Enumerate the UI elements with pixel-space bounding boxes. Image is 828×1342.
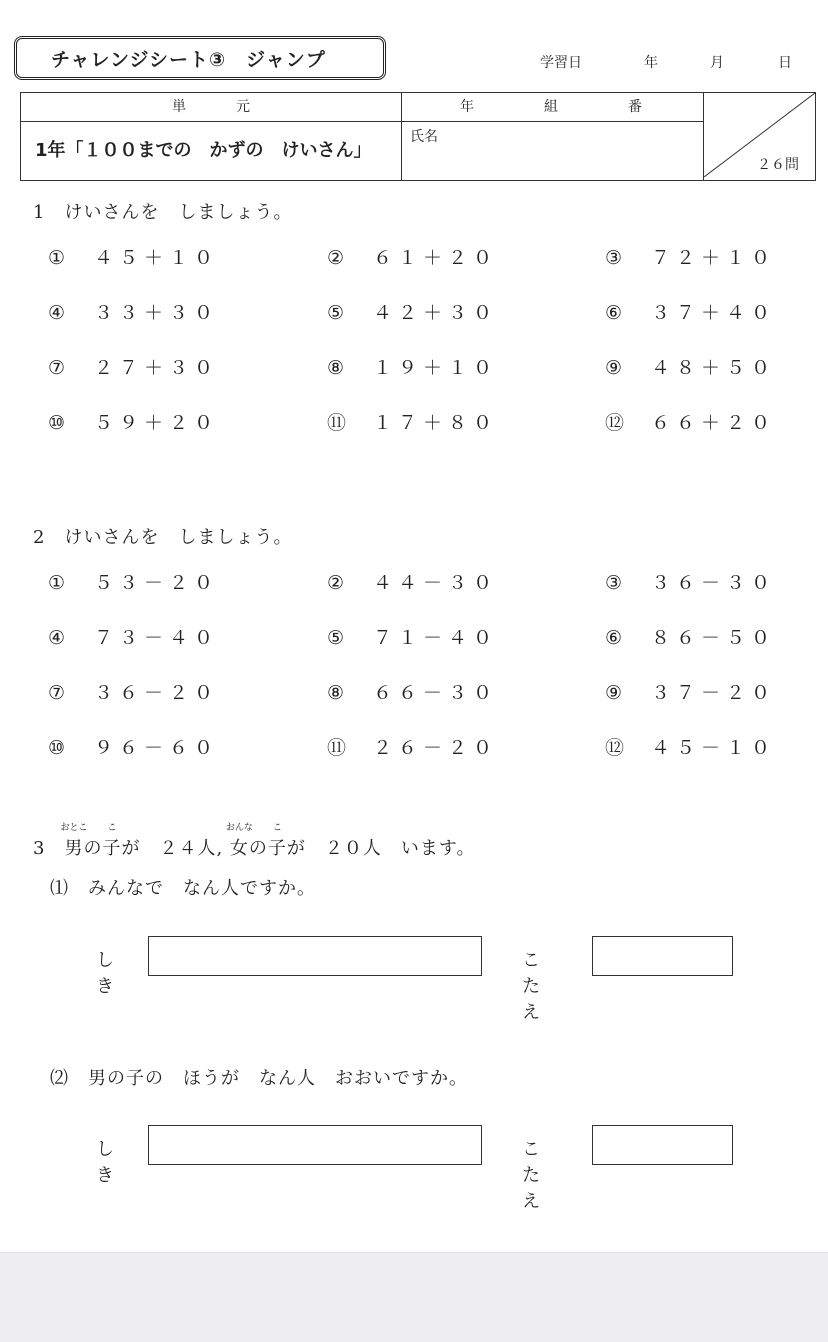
problem-expression: ３７＋４０ <box>651 302 777 324</box>
problem <box>48 678 219 705</box>
problem-expression: ６６＋２０ <box>651 412 777 434</box>
problem-number: ③ <box>605 572 623 594</box>
problem <box>605 298 776 325</box>
problem-number: ⑧ <box>327 682 345 704</box>
question-count-cell <box>704 93 816 181</box>
expression-box[interactable] <box>148 1125 482 1165</box>
problem-number: ④ <box>48 302 66 324</box>
child-ruby: こ <box>272 823 282 833</box>
class-label: 組 <box>544 99 558 115</box>
problem <box>48 298 219 325</box>
problem <box>327 568 498 595</box>
problem <box>605 408 776 435</box>
section1-title: 1 けいさんを しましょう。 <box>33 202 293 223</box>
question-count: ２６問 <box>757 157 799 173</box>
problem-row <box>48 298 788 328</box>
expression-label: しき <box>96 950 114 997</box>
girl-kanji: おんな 女 <box>230 834 249 860</box>
problem-row <box>48 568 788 598</box>
worksheet-title: チャレンジシート③ ジャンプ <box>14 36 386 80</box>
problem-expression: ３６－３０ <box>651 572 777 594</box>
study-date-year: 年 <box>644 55 658 71</box>
problem-number: ① <box>48 572 66 594</box>
grade-class-number-header <box>402 93 704 122</box>
girls-count-text: が ２０人 います。 <box>286 838 476 859</box>
problem-expression: ３３＋３０ <box>94 302 220 324</box>
problem-expression: ４４－３０ <box>373 572 499 594</box>
particle-no: の <box>248 838 268 859</box>
child-kanji: こ 子 <box>102 834 121 860</box>
problem-expression: １７＋８０ <box>373 412 499 434</box>
problem-expression: ５９＋２０ <box>94 412 220 434</box>
problem <box>327 243 498 270</box>
question-2: ⑵ 男の子の ほうが なん人 おおいですか。 <box>50 1068 468 1089</box>
problem-expression: ２６－２０ <box>373 737 499 759</box>
problem <box>48 623 219 650</box>
section3-number: 3 <box>33 838 46 859</box>
problem-number: ⑦ <box>48 357 66 379</box>
answer-box[interactable] <box>592 936 733 976</box>
problem-number: ② <box>327 247 345 269</box>
problem-number: ⑥ <box>605 627 623 649</box>
problem-expression: ７２＋１０ <box>651 247 777 269</box>
problem <box>605 733 776 760</box>
grade-label: 年 <box>460 99 474 115</box>
problem-number: ⑩ <box>48 737 66 759</box>
problem <box>327 353 498 380</box>
problem-number: ⑪ <box>327 412 347 434</box>
problem-number: ③ <box>605 247 623 269</box>
unit-header: 単元 <box>21 93 402 122</box>
section3-problem-text <box>33 823 476 860</box>
answer-label: こたえ <box>522 950 540 1023</box>
problem-row <box>48 243 788 273</box>
question-1: ⑴ みんなで なん人ですか。 <box>50 878 316 899</box>
problem <box>48 568 219 595</box>
problem-number: ⑫ <box>605 737 625 759</box>
problem-expression: ８６－５０ <box>651 627 777 649</box>
problem <box>605 568 776 595</box>
expression-label: しき <box>96 1139 114 1186</box>
name-field[interactable] <box>402 122 704 181</box>
problem-row <box>48 408 788 438</box>
study-date <box>540 52 792 72</box>
problem-expression: ９６－６０ <box>94 737 220 759</box>
problem <box>327 733 498 760</box>
problem-row <box>48 623 788 653</box>
problem-number: ⑨ <box>605 357 623 379</box>
problem <box>327 298 498 325</box>
problem <box>605 353 776 380</box>
name-label: 氏名 <box>410 129 438 145</box>
header-table <box>20 92 816 181</box>
problem-row <box>48 733 788 763</box>
problem <box>605 243 776 270</box>
problem-expression: ６１＋２０ <box>373 247 499 269</box>
problem-expression: ６６－３０ <box>373 682 499 704</box>
problem <box>605 623 776 650</box>
problem-number: ④ <box>48 627 66 649</box>
boy-ruby: おとこ <box>60 823 88 833</box>
problem-expression: ５３－２０ <box>94 572 220 594</box>
child-ruby: こ <box>107 823 117 833</box>
problem-number: ⑥ <box>605 302 623 324</box>
problem-number: ⑫ <box>605 412 625 434</box>
problem-number: ② <box>327 572 345 594</box>
problem-expression: １９＋１０ <box>373 357 499 379</box>
problem-expression: ３６－２０ <box>94 682 220 704</box>
problem <box>48 353 219 380</box>
problem-expression: ４５－１０ <box>651 737 777 759</box>
problem <box>605 678 776 705</box>
problem-expression: ７１－４０ <box>373 627 499 649</box>
section2-title: 2 けいさんを しましょう。 <box>33 527 293 548</box>
unit-value: 1年「１００までの かずの けいさん」 <box>21 122 402 181</box>
problem-number: ⑪ <box>327 737 347 759</box>
problem <box>48 408 219 435</box>
particle-no: の <box>83 838 103 859</box>
problem-expression: ４５＋１０ <box>94 247 220 269</box>
problem-number: ⑤ <box>327 302 345 324</box>
problem-expression: ４２＋３０ <box>373 302 499 324</box>
child-kanji: こ 子 <box>268 834 287 860</box>
problem-expression: ３７－２０ <box>651 682 777 704</box>
page-footer-band <box>0 1252 828 1342</box>
study-date-day: 日 <box>778 55 792 71</box>
problem <box>48 243 219 270</box>
answer-label: こたえ <box>522 1139 540 1212</box>
boy-kanji: おとこ 男 <box>64 834 83 860</box>
study-date-month: 月 <box>710 55 724 71</box>
girl-ruby: おんな <box>225 823 253 833</box>
problem <box>48 733 219 760</box>
problem-number: ⑩ <box>48 412 66 434</box>
number-label: 番 <box>628 99 642 115</box>
problem-number: ⑦ <box>48 682 66 704</box>
problem <box>327 623 498 650</box>
problem <box>327 678 498 705</box>
boys-count-text: が ２４人, <box>121 838 224 859</box>
problem-number: ⑧ <box>327 357 345 379</box>
problem-number: ⑨ <box>605 682 623 704</box>
expression-box[interactable] <box>148 936 482 976</box>
problem-expression: ７３－４０ <box>94 627 220 649</box>
study-date-label: 学習日 <box>540 55 582 71</box>
problem-number: ① <box>48 247 66 269</box>
problem-row <box>48 353 788 383</box>
problem-row <box>48 678 788 708</box>
problem-number: ⑤ <box>327 627 345 649</box>
problem-expression: ４８＋５０ <box>651 357 777 379</box>
problem <box>327 408 498 435</box>
problem-expression: ２７＋３０ <box>94 357 220 379</box>
answer-box[interactable] <box>592 1125 733 1165</box>
